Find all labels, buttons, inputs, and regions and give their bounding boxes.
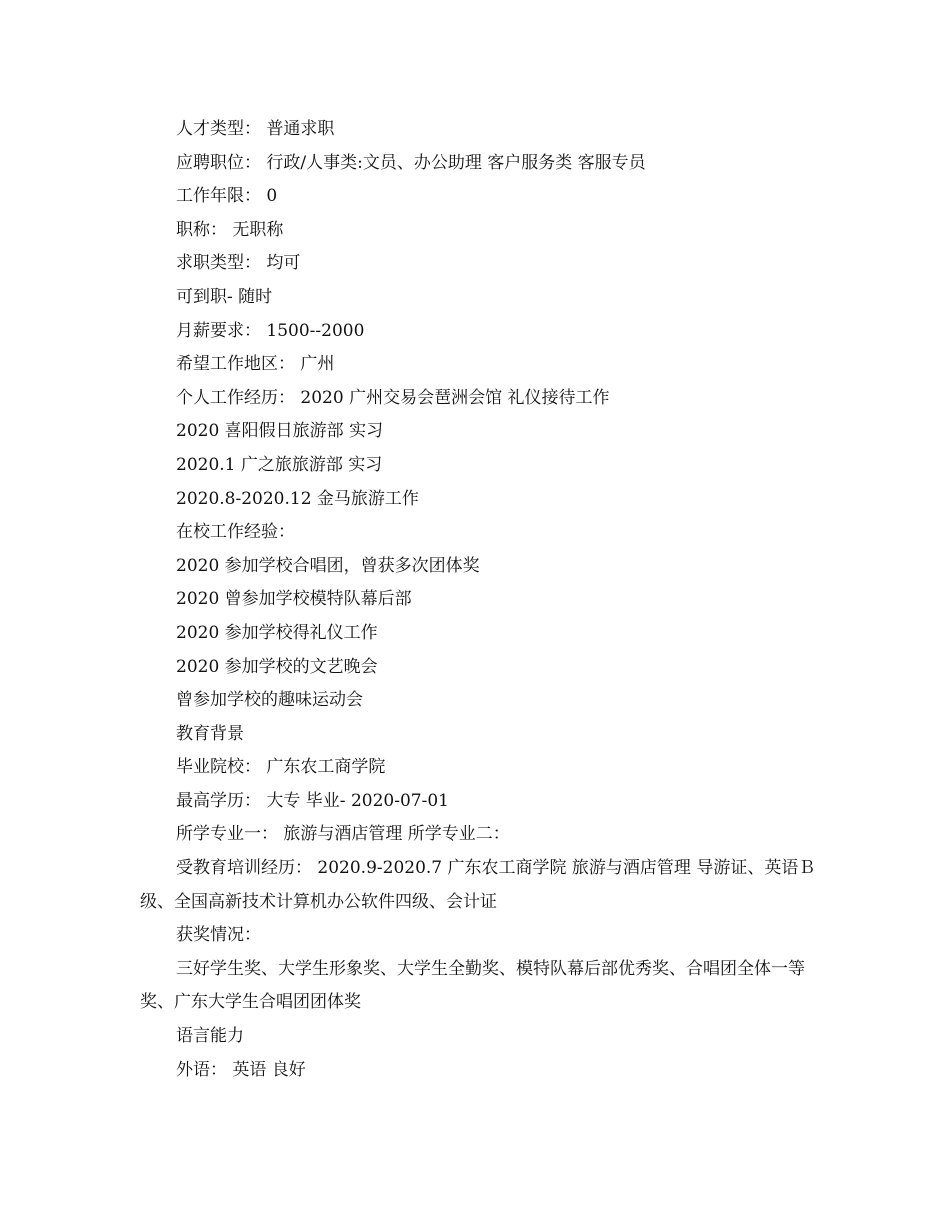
campus-experience-heading: 在校工作经验： — [176, 522, 295, 543]
title-line: 职称： 无职称 — [176, 219, 284, 240]
degree-line: 最高学历： 大专 毕业- 2020-07-01 — [176, 790, 449, 811]
campus-experience-item: 曾参加学校的趣味运动会 — [176, 690, 363, 711]
education-heading: 教育背景 — [176, 723, 244, 744]
campus-experience-item: 2020 参加学校合唱团，曾获多次团体奖 — [176, 555, 480, 576]
foreign-language-line: 外语： 英语 良好 — [176, 1059, 306, 1080]
applied-position-line: 应聘职位： 行政/人事类:文员、办公助理 客户服务类 客服专员 — [176, 152, 646, 173]
work-experience-line: 个人工作经历： 2020 广州交易会琶洲会馆 礼仪接待工作 — [176, 387, 610, 408]
job-type-line: 求职类型： 均可 — [176, 253, 301, 274]
campus-experience-item: 2020 参加学校得礼仪工作 — [176, 622, 378, 643]
training-line: 受教育培训经历： 2020.9-2020.7 广东农工商学院 旅游与酒店管理 导游证、英语Ｂ级、全国高新技术计算机办公软件四级、会计证 — [140, 858, 816, 912]
awards-line: 三好学生奖、大学生形象奖、大学生全勤奖、模特队幕后部优秀奖、合唱团全体一等奖、广东大学生合唱团团体奖 — [140, 958, 805, 1013]
work-experience-item: 2020.1 广之旅旅游部 实习 — [176, 454, 383, 475]
availability-line: 可到职- 随时 — [176, 286, 273, 307]
preferred-region-line: 希望工作地区： 广州 — [176, 354, 335, 375]
school-line: 毕业院校： 广东农工商学院 — [176, 757, 386, 778]
campus-experience-item: 2020 参加学校的文艺晚会 — [176, 656, 378, 677]
work-experience-item: 2020 喜阳假日旅游部 实习 — [176, 421, 384, 442]
awards-heading: 获奖情况： — [176, 925, 261, 946]
work-experience-item: 2020.8-2020.12 金马旅游工作 — [176, 488, 419, 509]
major-line: 所学专业一： 旅游与酒店管理 所学专业二： — [176, 824, 510, 845]
talent-type-line: 人才类型： 普通求职 — [176, 119, 335, 139]
language-heading: 语言能力 — [176, 1026, 244, 1047]
work-years-line: 工作年限： 0 — [176, 186, 278, 207]
salary-line: 月薪要求： 1500--2000 — [176, 320, 365, 341]
resume-content — [140, 113, 830, 1087]
campus-experience-item: 2020 曾参加学校模特队幕后部 — [176, 589, 412, 610]
